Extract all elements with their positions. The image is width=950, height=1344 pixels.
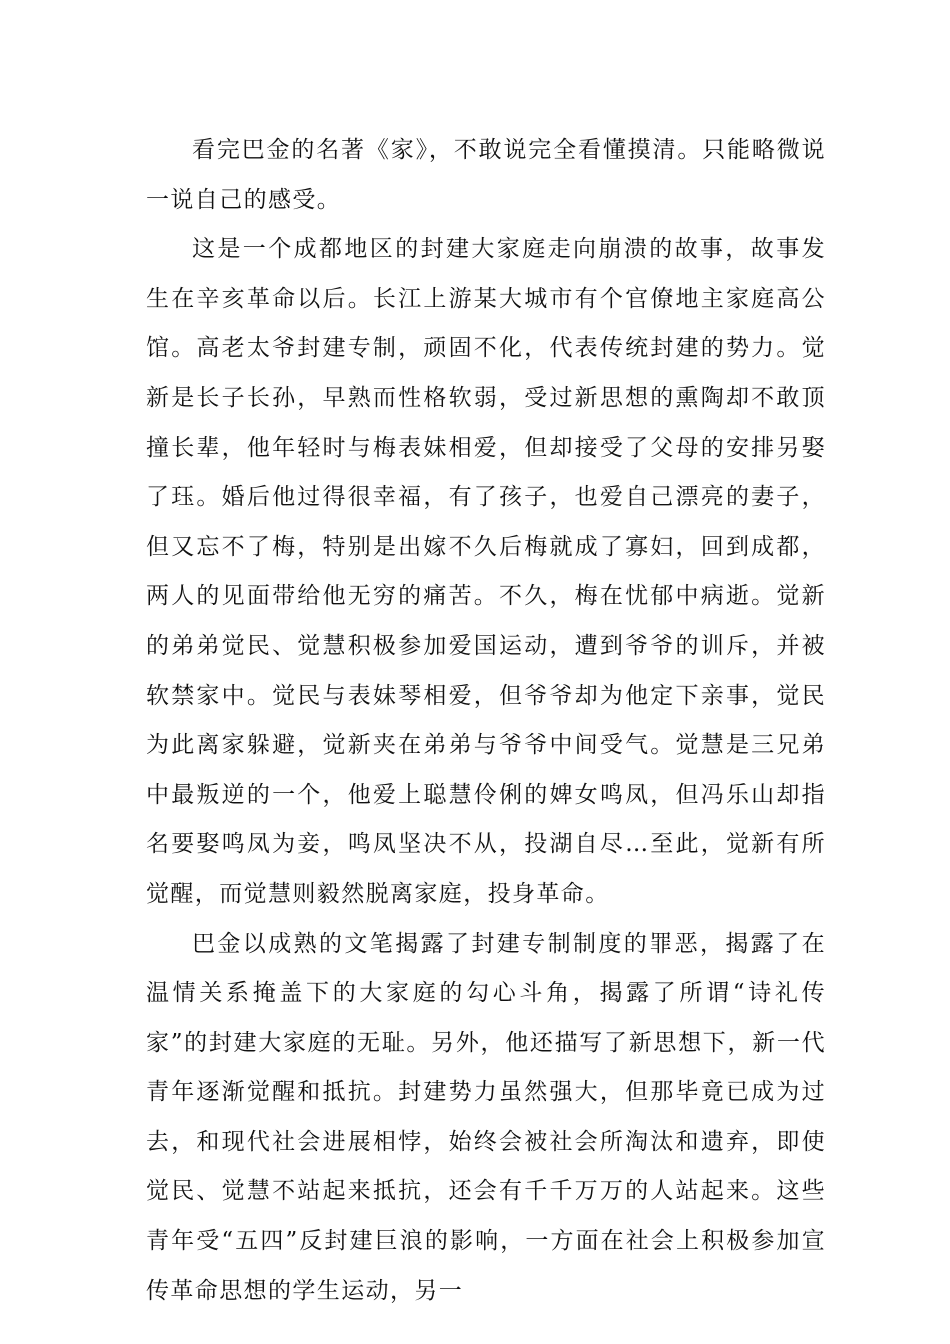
document-body bbox=[146, 126, 826, 1316]
paragraph-2: 这是一个成都地区的封建大家庭走向崩溃的故事，故事发生在辛亥革命以后。长江上游某大城市有个官僚地主家庭高公馆。高老太爷封建专制，顽固不化，代表传统封建的势力。觉新是长子长孙，早熟而性格软弱，受过新思想的熏陶却不敢顶撞长辈，他年轻时与梅表妹相爱，但却接受了父母的安排另娶了珏。婚后他过得很幸福，有了孩子，也爱自己漂亮的妻子，但又忘不了梅，特别是出嫁不久后梅就成了寡妇，回到成都，两人的见面带给他无穷的痛苦。不久，梅在忧郁中病逝。觉新的弟弟觉民、觉慧积极参加爱国运动，遭到爷爷的训斥，并被软禁家中。觉民与表妹琴相爱，但爷爷却为他定下亲事，觉民为此离家躲避，觉新夹在弟弟与爷爷中间受气。觉慧是三兄弟中最叛逆的一个，他爱上聪慧伶俐的婢女鸣凤，但冯乐山却指名要娶鸣凤为妾，鸣凤坚决不从，投湖自尽…至此，觉新有所觉醒，而觉慧则毅然脱离家庭，投身革命。 bbox=[146, 236, 826, 907]
paragraph-1: 看完巴金的名著《家》，不敢说完全看懂摸清。只能略微说一说自己的感受。 bbox=[146, 137, 826, 213]
paragraph-3: 巴金以成熟的文笔揭露了封建专制制度的罪恶，揭露了在温情关系掩盖下的大家庭的勾心斗角，揭露了所谓“诗礼传家”的封建大家庭的无耻。另外，他还描写了新思想下，新一代青年逐渐觉醒和抵抗。封建势力虽然强大，但那毕竟已成为过去，和现代社会进展相悖，始终会被社会所淘汰和遗弃，即使觉民、觉慧不站起来抵抗，还会有千千万万的人站起来。这些青年受“五四”反封建巨浪的影响，一方面在社会上积极参加宣传革命思想的学生运动，另一 bbox=[146, 930, 826, 1304]
